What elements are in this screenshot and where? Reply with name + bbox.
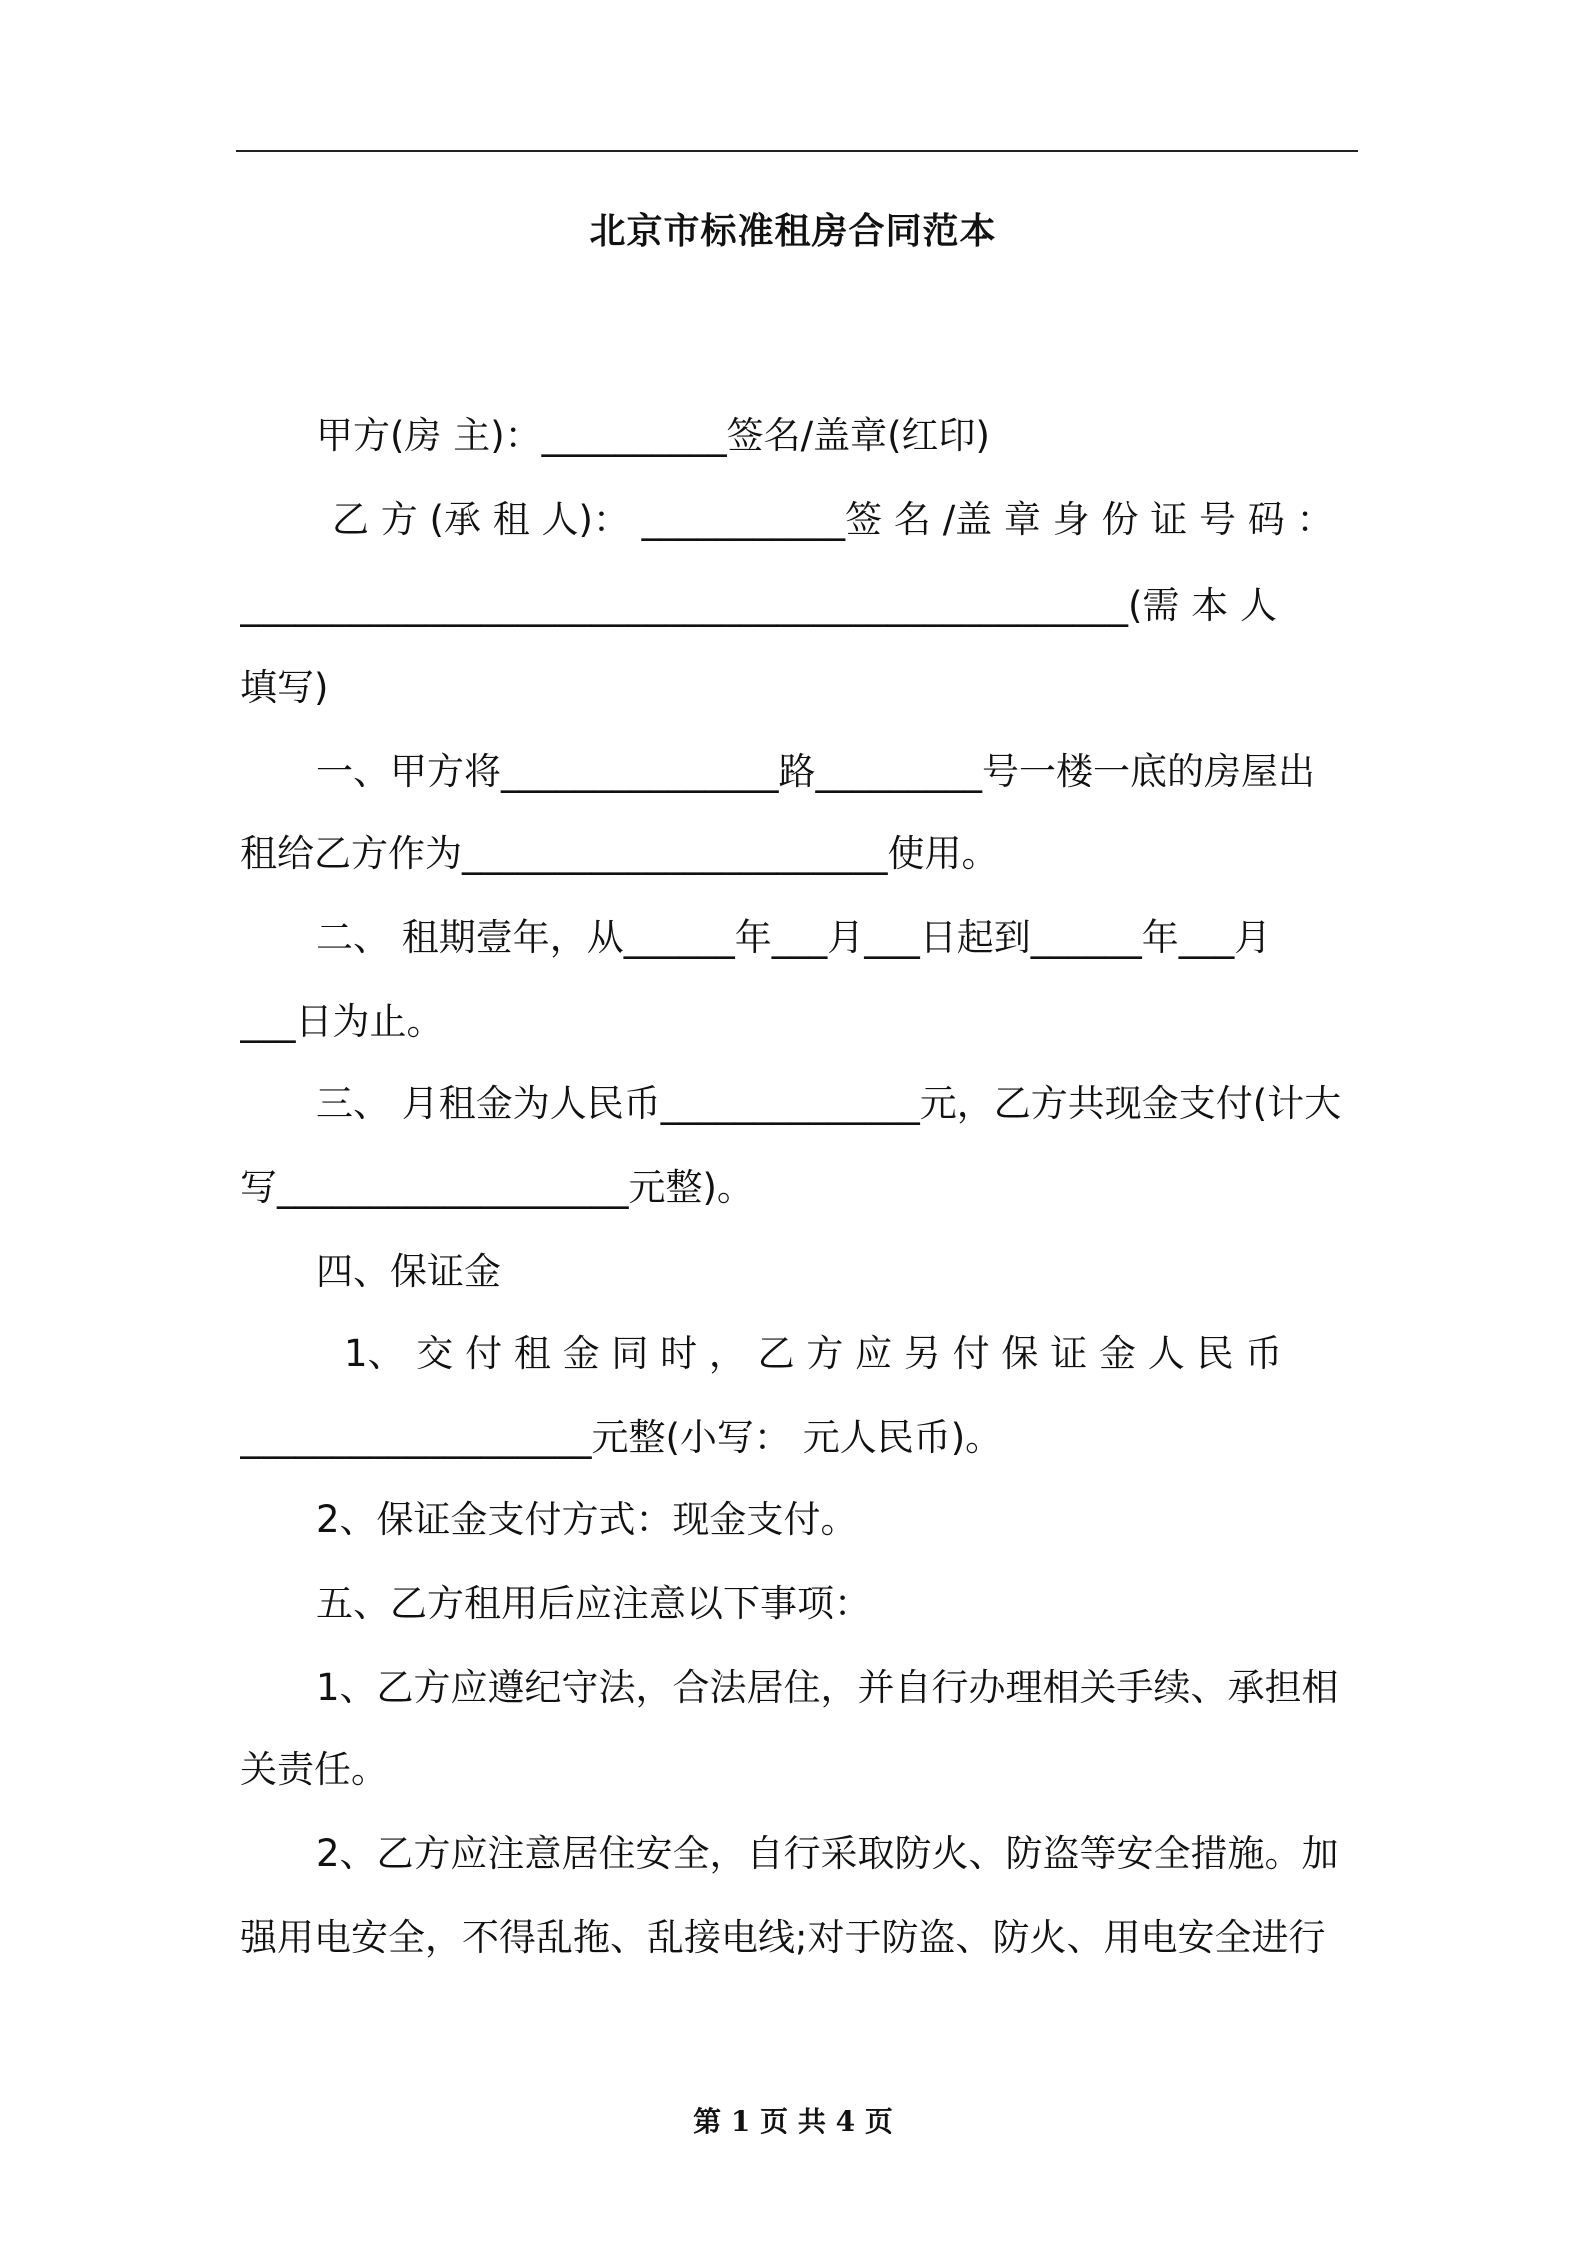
clause-1-line-2: 租给乙方作为_______________________使用。 xyxy=(240,832,999,875)
header-rule xyxy=(236,150,1358,152)
clause-2-line-1: 二、 租期壹年，从______年___月___日起到______年___月 xyxy=(316,916,1272,959)
party-a-line: 甲方(房 主)：__________签名/盖章(红印) xyxy=(316,414,990,457)
document-title: 北京市标准租房合同范本 xyxy=(589,211,997,252)
clause-4-item-1-line-2: ___________________元整(小写： 元人民币)。 xyxy=(240,1416,1003,1459)
clause-4-item-2: 2、保证金支付方式：现金支付。 xyxy=(316,1498,858,1541)
clause-5-item-2-line-2: 强用电安全，不得乱拖、乱接电线;对于防盗、防火、用电安全进行 xyxy=(240,1916,1326,1959)
party-b-line: 乙 方 (承 租 人)： ___________签 名 /盖 章 身 份 证 号 码 ： xyxy=(332,498,1334,541)
clause-4-heading: 四、保证金 xyxy=(316,1250,501,1293)
clause-3-line-1: 三、 月租金为人民币______________元，乙方共现金支付(计大 xyxy=(316,1082,1342,1125)
clause-3-line-2: 写___________________元整)。 xyxy=(240,1166,754,1209)
clause-5-item-1-line-2: 关责任。 xyxy=(240,1748,388,1791)
clause-5-item-2-line-1: 2、乙方应注意居住安全，自行采取防火、防盗等安全措施。加 xyxy=(316,1832,1339,1875)
page-footer: 第 1 页 共 4 页 xyxy=(693,2105,893,2138)
clause-5-heading: 五、乙方租用后应注意以下事项： xyxy=(316,1582,871,1625)
id-number-line: ________________________________________________(需 本 人 xyxy=(240,584,1277,627)
clause-4-item-1-line-1: 1、 交 付 租 金 同 时 ， 乙 方 应 另 付 保 证 金 人 民 币 xyxy=(344,1332,1283,1375)
id-number-note: 填写) xyxy=(240,666,329,709)
clause-5-item-1-line-1: 1、乙方应遵纪守法，合法居住，并自行办理相关手续、承担相 xyxy=(316,1666,1339,1709)
clause-1-line-1: 一、甲方将_______________路_________号一楼一底的房屋出 xyxy=(316,750,1315,793)
clause-2-line-2: ___日为止。 xyxy=(240,1000,444,1043)
